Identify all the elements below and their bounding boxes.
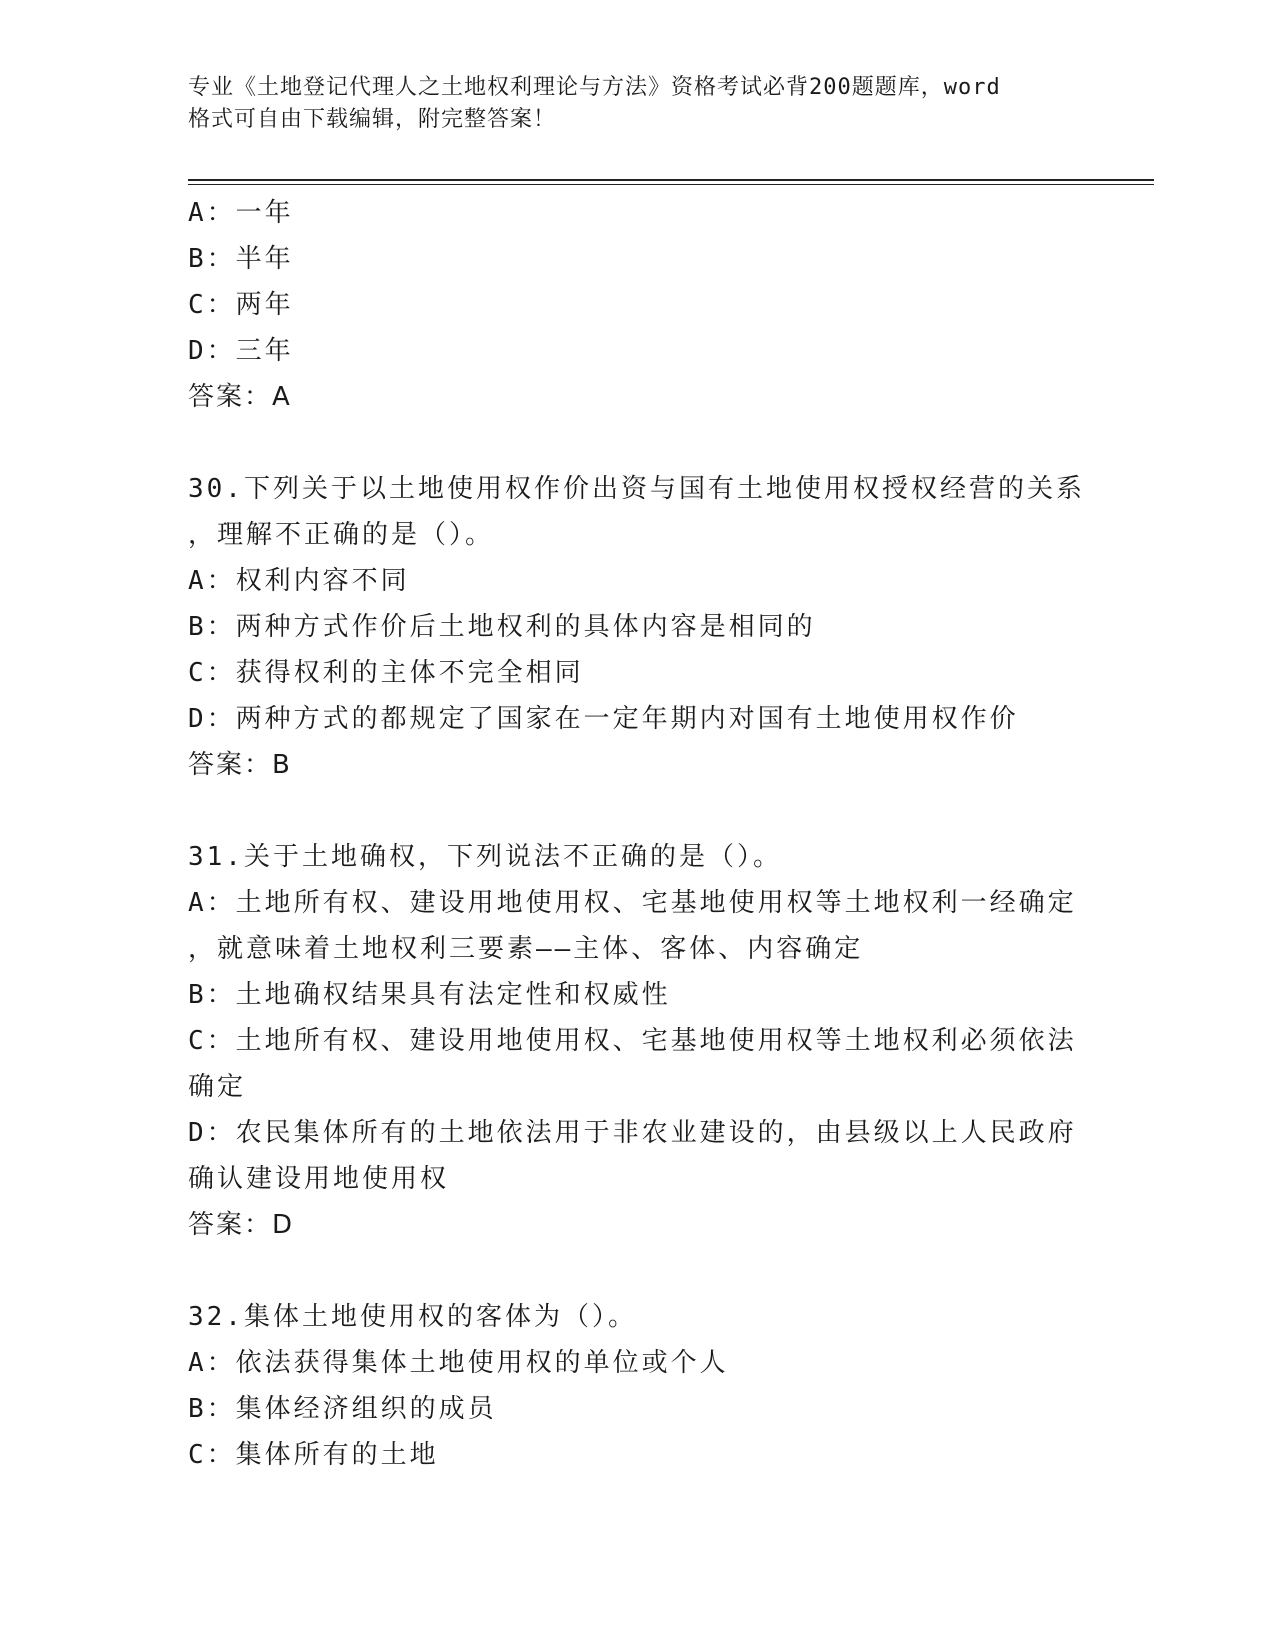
spacer bbox=[188, 420, 1088, 466]
option-b: B：土地确权结果具有法定性和权威性 bbox=[188, 980, 671, 1010]
header-line-2: 格式可自由下载编辑，附完整答案！ bbox=[188, 107, 557, 132]
question-31 bbox=[188, 834, 1088, 1248]
question-stem-cont: ，理解不正确的是（）。 bbox=[188, 520, 495, 550]
question-stem: 30.下列关于以土地使用权作价出资与国有土地使用权授权经营的关系 bbox=[188, 474, 1085, 504]
option-c: C：两年 bbox=[188, 290, 294, 320]
question-30 bbox=[188, 466, 1088, 788]
option-b: B：半年 bbox=[188, 244, 294, 274]
option-a-cont: ，就意味着土地权利三要素——主体、客体、内容确定 bbox=[188, 934, 864, 964]
document-body bbox=[188, 190, 1088, 1478]
header-line-1: 专业《土地登记代理人之土地权利理论与方法》资格考试必背200题题库，word bbox=[188, 75, 1001, 100]
option-d: D：两种方式的都规定了国家在一定年期内对国有土地使用权作价 bbox=[188, 704, 1019, 734]
question-32 bbox=[188, 1294, 1088, 1478]
spacer bbox=[188, 788, 1088, 834]
spacer bbox=[188, 1248, 1088, 1294]
option-a: A：土地所有权、建设用地使用权、宅基地使用权等土地权利一经确定 bbox=[188, 888, 1077, 918]
option-d: D：三年 bbox=[188, 336, 294, 366]
option-c: C：获得权利的主体不完全相同 bbox=[188, 658, 584, 688]
header-divider bbox=[188, 179, 1154, 185]
answer-line: 答案：A bbox=[188, 382, 292, 412]
question-29-tail bbox=[188, 190, 1088, 420]
question-stem: 32.集体土地使用权的客体为（）。 bbox=[188, 1302, 637, 1332]
option-a: A：一年 bbox=[188, 198, 294, 228]
option-c: C：土地所有权、建设用地使用权、宅基地使用权等土地权利必须依法 bbox=[188, 1026, 1077, 1056]
option-b: B：两种方式作价后土地权利的具体内容是相同的 bbox=[188, 612, 816, 642]
option-d-cont: 确认建设用地使用权 bbox=[188, 1164, 450, 1194]
option-c-cont: 确定 bbox=[188, 1072, 247, 1102]
option-b: B：集体经济组织的成员 bbox=[188, 1394, 497, 1424]
option-c: C：集体所有的土地 bbox=[188, 1440, 439, 1470]
option-d: D：农民集体所有的土地依法用于非农业建设的，由县级以上人民政府 bbox=[188, 1118, 1077, 1148]
answer-line: 答案：B bbox=[188, 750, 292, 780]
option-a: A：依法获得集体土地使用权的单位或个人 bbox=[188, 1348, 729, 1378]
document-header bbox=[188, 72, 1068, 136]
answer-line: 答案：D bbox=[188, 1210, 295, 1240]
question-stem: 31.关于土地确权，下列说法不正确的是（）。 bbox=[188, 842, 782, 872]
option-a: A：权利内容不同 bbox=[188, 566, 410, 596]
